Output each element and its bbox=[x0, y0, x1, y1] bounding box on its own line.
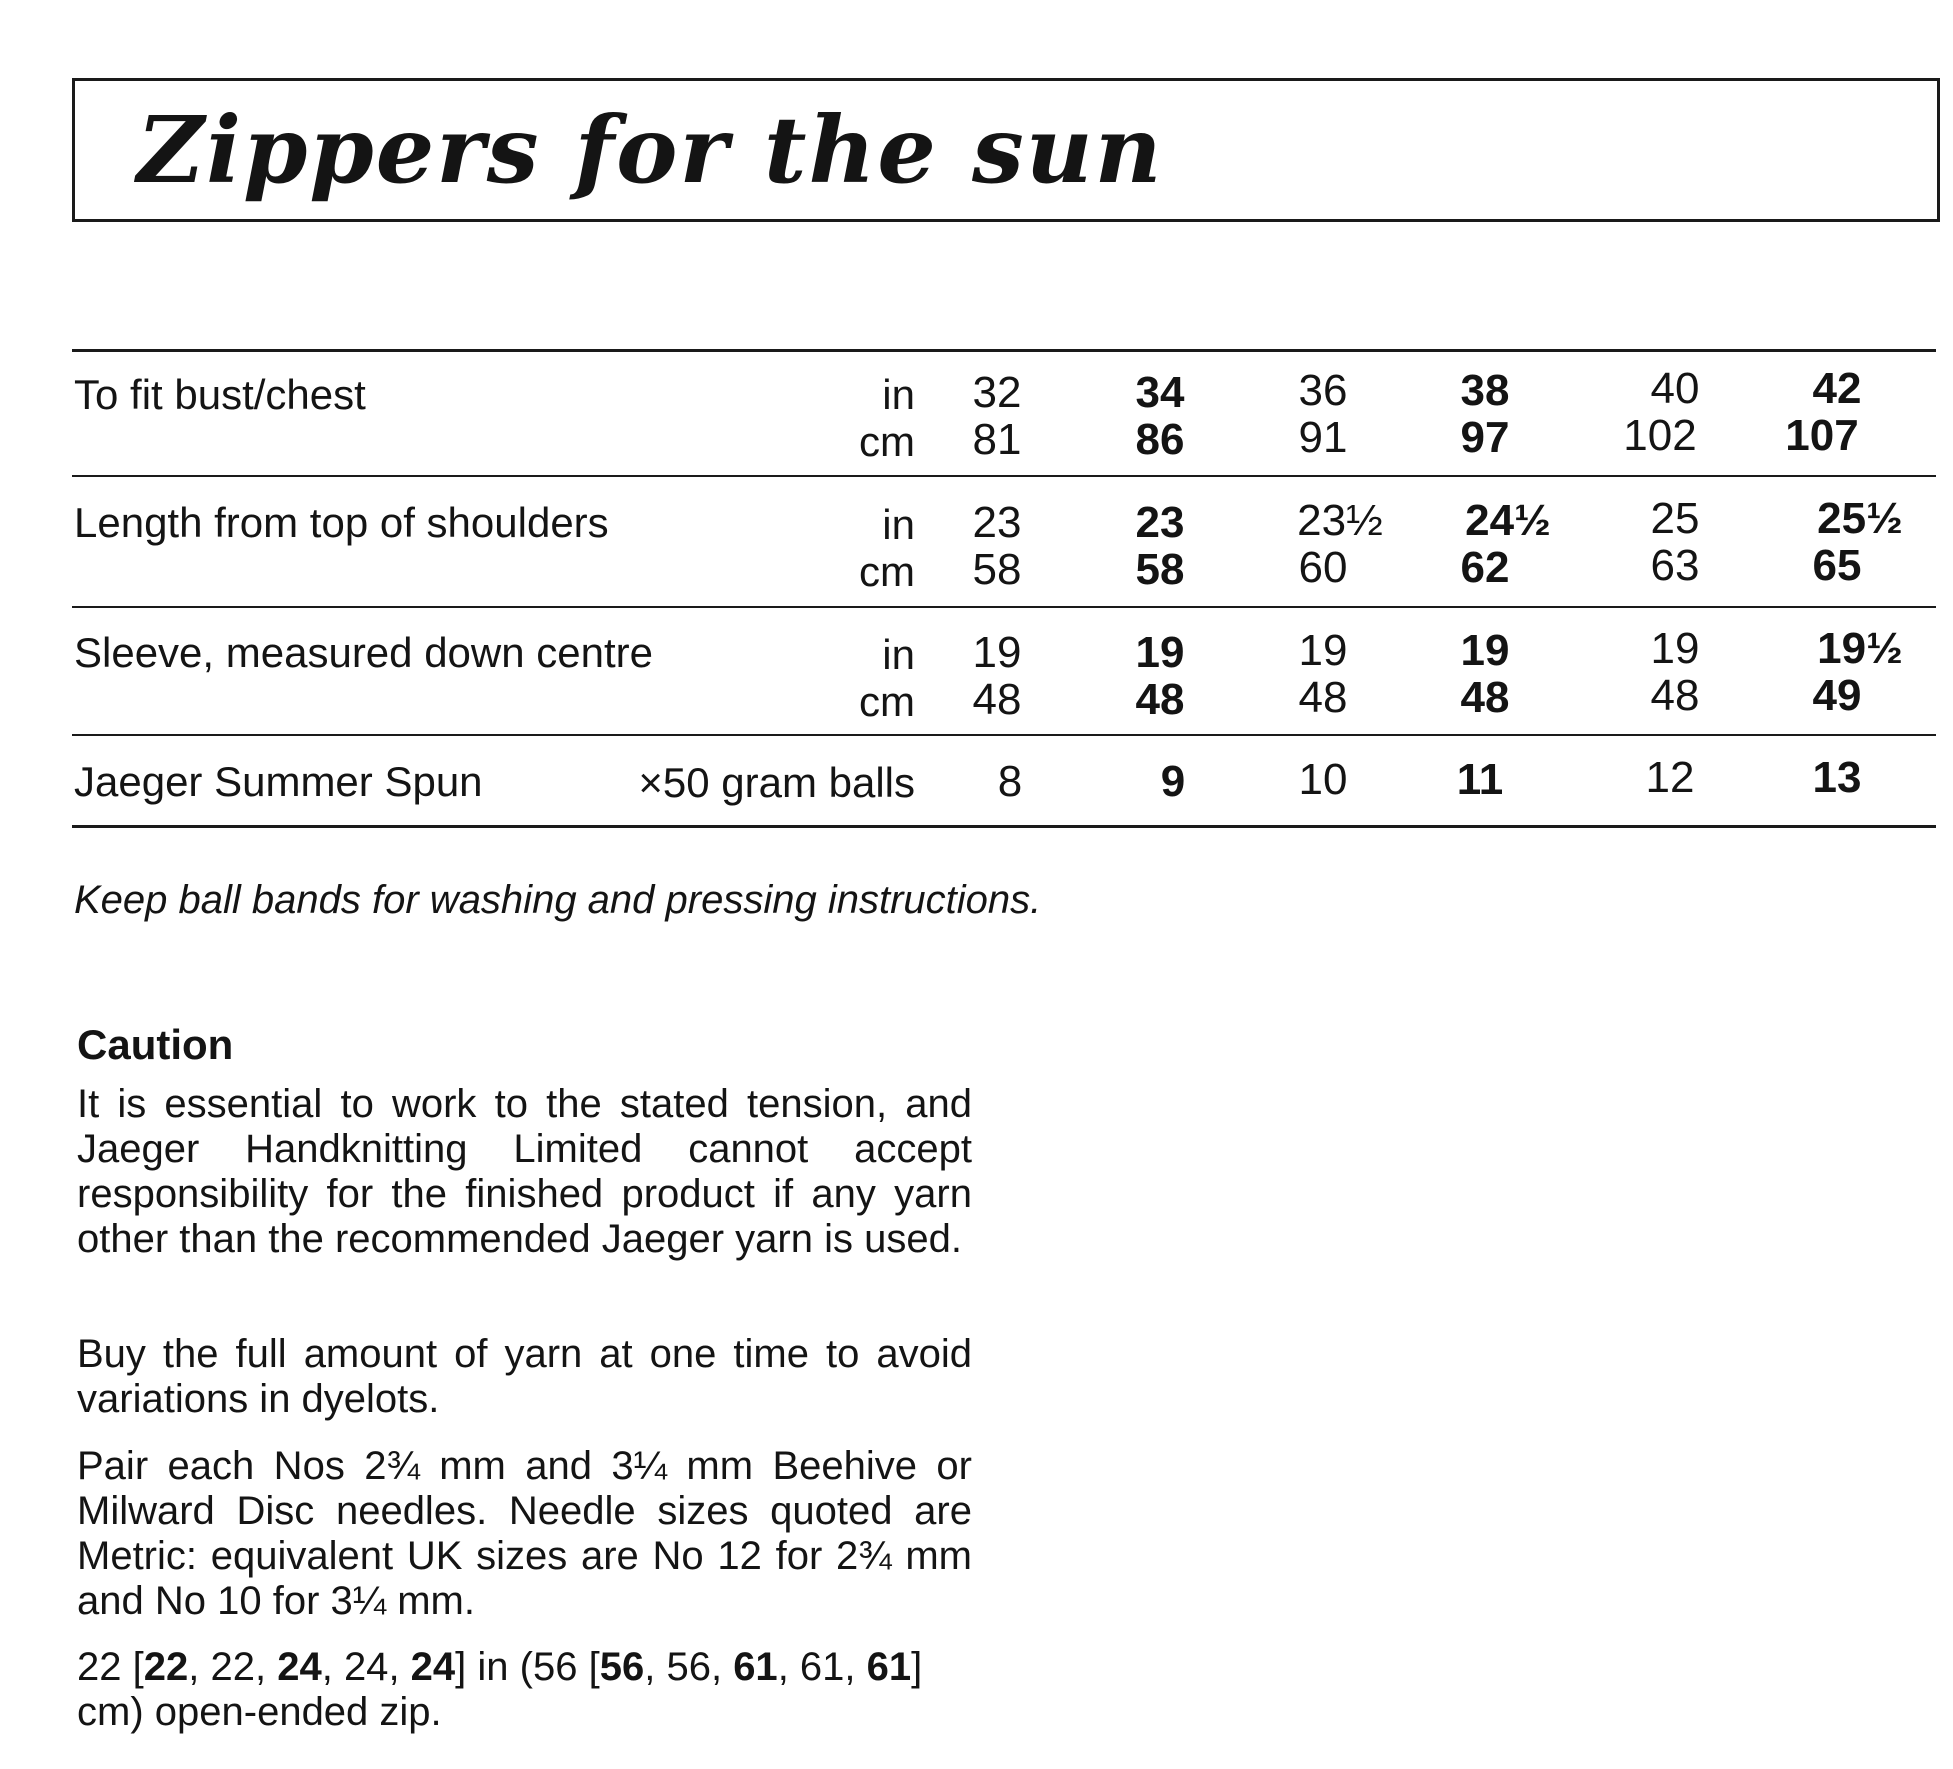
value-cm: 102 bbox=[1623, 411, 1697, 460]
zip-cm-value: 56 bbox=[666, 1645, 711, 1689]
value-in: 23 bbox=[1135, 498, 1185, 547]
title-box bbox=[72, 78, 1940, 222]
value-cm: 63 bbox=[1650, 541, 1700, 590]
value-in: 25½ bbox=[1817, 494, 1903, 543]
value-cm: 60 bbox=[1298, 543, 1348, 592]
zip-cm-value: 61 bbox=[799, 1645, 845, 1689]
value-in: 36 bbox=[1298, 366, 1348, 415]
value-in: 19 bbox=[1650, 624, 1700, 673]
zip-paragraph: 22 [22, 22, 24, 24, 24] in (56 [56, 56, 61, 61, 61] cm) open-ended zip. bbox=[77, 1645, 923, 1734]
unit-balls: ×50 gram balls bbox=[638, 759, 915, 806]
unit-cm: cm bbox=[859, 678, 915, 725]
value-cm: 97 bbox=[1460, 413, 1510, 462]
zip-in-value: 24 bbox=[410, 1645, 456, 1689]
row-label: Sleeve, measured down centre bbox=[74, 629, 653, 676]
zip-in-value: 22 bbox=[77, 1645, 122, 1689]
value-cm: 107 bbox=[1785, 411, 1859, 460]
value-in: 24½ bbox=[1465, 496, 1551, 545]
row-label: To fit bust/chest bbox=[74, 371, 366, 418]
table-divider bbox=[72, 475, 1936, 477]
value-in: 32 bbox=[972, 368, 1022, 417]
table-divider bbox=[72, 734, 1936, 736]
value-in: 19 bbox=[972, 628, 1022, 677]
value-cm: 86 bbox=[1135, 415, 1185, 464]
zip-cm-value: 61 bbox=[733, 1645, 778, 1689]
zip-cm-unit: cm bbox=[77, 1690, 131, 1734]
zip-in-value: 24 bbox=[343, 1645, 389, 1689]
zip-cm-value: 61 bbox=[866, 1645, 912, 1689]
caution-heading: Caution bbox=[77, 1021, 234, 1068]
value-in: 23½ bbox=[1297, 496, 1383, 545]
value-balls: 13 bbox=[1812, 753, 1862, 802]
row-label: Jaeger Summer Spun bbox=[74, 758, 483, 805]
value-in: 23 bbox=[972, 498, 1022, 547]
yarn-paragraph: Buy the full amount of yarn at one time to avoid variations in dyelots. bbox=[77, 1332, 972, 1421]
value-in: 19 bbox=[1460, 626, 1510, 675]
value-in: 25 bbox=[1650, 494, 1700, 543]
value-cm: 58 bbox=[1135, 545, 1185, 594]
value-balls: 8 bbox=[997, 757, 1023, 806]
value-balls: 11 bbox=[1456, 755, 1504, 804]
zip-in-unit: in bbox=[477, 1645, 509, 1689]
value-in: 34 bbox=[1135, 368, 1185, 417]
value-in: 19 bbox=[1135, 628, 1185, 677]
unit-cm: cm bbox=[859, 418, 915, 465]
value-cm: 91 bbox=[1298, 413, 1348, 462]
care-note: Keep ball bands for washing and pressing instructions. bbox=[74, 878, 1042, 922]
zip-suffix: open-ended zip. bbox=[154, 1690, 442, 1734]
caution-paragraph: It is essential to work to the stated tension, and Jaeger Handknitting Limited cannot accept responsibility for the finished product if any yarn other than the recommended Jaeger yarn is used. bbox=[77, 1082, 972, 1261]
unit-cm: cm bbox=[859, 548, 915, 595]
value-cm: 48 bbox=[1135, 675, 1185, 724]
value-in: 19½ bbox=[1817, 624, 1903, 673]
value-cm: 48 bbox=[1298, 673, 1348, 722]
value-in: 40 bbox=[1650, 364, 1700, 413]
unit-in: in bbox=[882, 631, 915, 678]
page-title: Zippers for the sun bbox=[137, 96, 1164, 204]
value-balls: 10 bbox=[1298, 755, 1348, 804]
unit-in: in bbox=[882, 501, 915, 548]
value-cm: 48 bbox=[1460, 673, 1510, 722]
value-cm: 48 bbox=[1650, 671, 1700, 720]
value-balls: 9 bbox=[1160, 757, 1186, 806]
value-cm: 62 bbox=[1460, 543, 1510, 592]
value-in: 19 bbox=[1298, 626, 1348, 675]
zip-in-value: 22 bbox=[210, 1645, 255, 1689]
zip-cm-value: 56 bbox=[599, 1645, 645, 1689]
zip-in-value: 22 bbox=[143, 1645, 189, 1689]
table-divider bbox=[72, 606, 1936, 608]
needles-paragraph: Pair each Nos 2¾ mm and 3¼ mm Beehive or Milward Disc needles. Needle sizes quoted are Metric: equivalent UK sizes are No 12 for 2¾ mm and No 10 for 3¼ mm. bbox=[77, 1444, 972, 1623]
table-bottom-rule bbox=[72, 825, 1936, 828]
row-label: Length from top of shoulders bbox=[74, 499, 609, 546]
zip-cm-value: 56 bbox=[532, 1645, 578, 1689]
value-cm: 58 bbox=[972, 545, 1022, 594]
value-cm: 65 bbox=[1812, 541, 1862, 590]
value-balls: 12 bbox=[1645, 753, 1695, 802]
value-cm: 81 bbox=[972, 415, 1022, 464]
value-cm: 49 bbox=[1812, 671, 1862, 720]
value-in: 38 bbox=[1460, 366, 1510, 415]
unit-in: in bbox=[882, 371, 915, 418]
value-cm: 48 bbox=[972, 675, 1022, 724]
value-in: 42 bbox=[1812, 364, 1862, 413]
zip-in-value: 24 bbox=[277, 1645, 322, 1689]
table-top-rule bbox=[72, 349, 1936, 352]
